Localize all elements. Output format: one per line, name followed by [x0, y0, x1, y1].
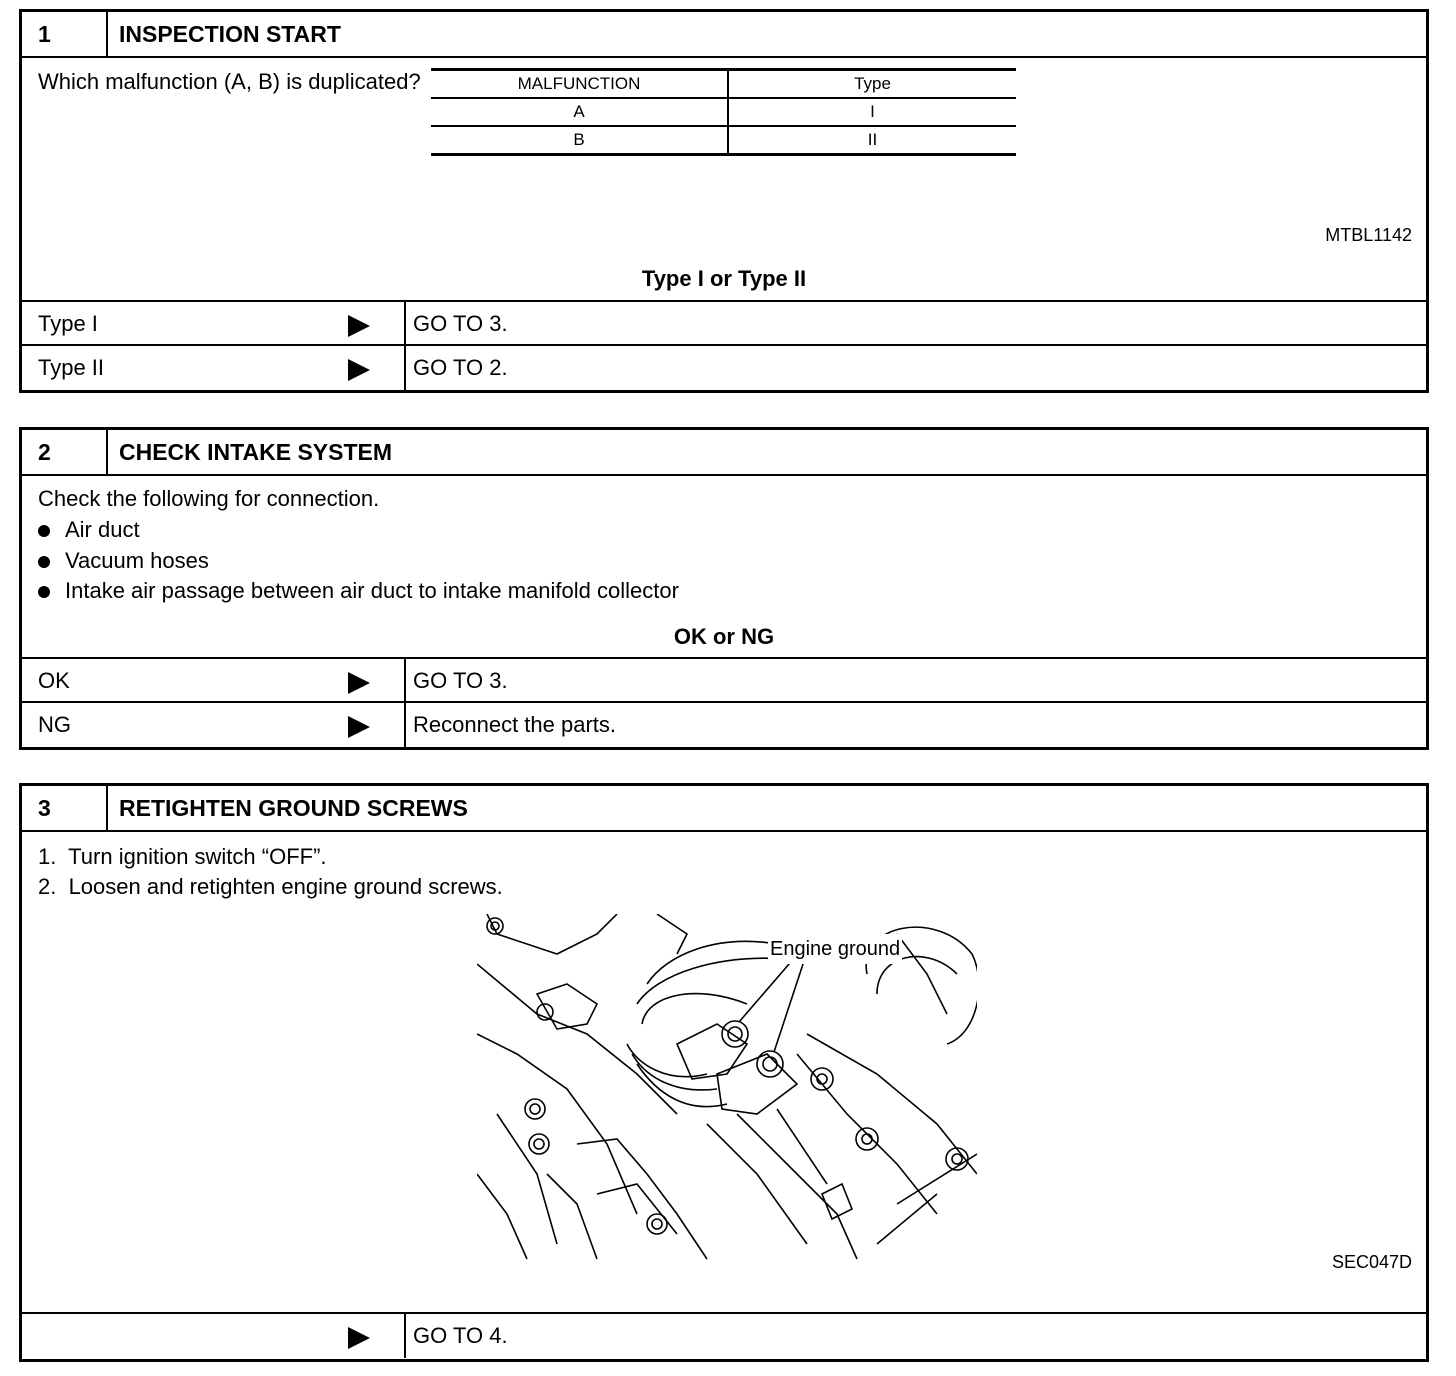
arrow-right-icon — [348, 716, 370, 738]
malfunction-table — [431, 68, 1016, 156]
figure-callout-label: Engine ground — [768, 934, 902, 964]
table-reference-id: MTBL1142 — [1325, 225, 1412, 245]
bullet-icon — [38, 525, 50, 537]
table-cell: II — [728, 126, 1016, 155]
outcome-row — [22, 1312, 1426, 1358]
step-3-box — [19, 783, 1429, 1362]
figure-reference-id: SEC047D — [1331, 1252, 1412, 1272]
outcome-result: GO TO 2. — [404, 346, 508, 390]
table-row — [431, 98, 1016, 126]
outcome-label: Type II — [38, 355, 105, 380]
table-header-cell: MALFUNCTION — [431, 70, 728, 99]
step-1-decision: Type I or Type II — [641, 266, 807, 291]
bullet-item: Intake air passage between air duct to intake manifold collector — [65, 578, 679, 603]
step-2-header — [22, 430, 1426, 476]
step-title: CHECK INTAKE SYSTEM — [119, 439, 393, 465]
step-2-decision: OK or NG — [673, 624, 775, 649]
step-2-intro: Check the following for connection. — [38, 486, 380, 511]
table-row — [431, 126, 1016, 155]
arrow-right-icon — [348, 672, 370, 694]
step-number: 1 — [22, 12, 108, 56]
bullet-icon — [38, 556, 50, 568]
step-2-box — [19, 427, 1429, 750]
outcome-result: GO TO 3. — [404, 659, 508, 703]
arrow-right-icon — [348, 1327, 370, 1349]
outcome-row — [22, 300, 1426, 346]
outcome-label: OK — [38, 668, 70, 693]
step-1-header — [22, 12, 1426, 58]
outcome-label: NG — [38, 712, 71, 737]
arrow-right-icon — [348, 315, 370, 337]
bullet-item: Air duct — [65, 517, 140, 542]
step-1-question: Which malfunction (A, B) is duplicated? — [38, 69, 421, 94]
table-header-row — [431, 70, 1016, 99]
outcome-row — [22, 344, 1426, 390]
table-cell: A — [431, 98, 728, 126]
engine-ground-illustration — [477, 914, 977, 1264]
step-number: 3 — [22, 786, 108, 830]
table-cell: I — [728, 98, 1016, 126]
step-number: 2 — [22, 430, 108, 474]
outcome-result: Reconnect the parts. — [404, 703, 616, 747]
bullet-icon — [38, 586, 50, 598]
outcome-row — [22, 701, 1426, 747]
outcome-label: Type I — [38, 311, 98, 336]
procedure-step: 2. Loosen and retighten engine ground screws. — [38, 874, 503, 899]
step-3-header — [22, 786, 1426, 832]
outcome-row — [22, 657, 1426, 703]
procedure-step: 1. Turn ignition switch “OFF”. — [38, 844, 327, 869]
outcome-result: GO TO 4. — [404, 1314, 508, 1358]
outcome-result: GO TO 3. — [404, 302, 508, 346]
table-header-cell: Type — [728, 70, 1016, 99]
step-title: INSPECTION START — [119, 21, 341, 47]
step-title: RETIGHTEN GROUND SCREWS — [119, 795, 468, 821]
table-cell: B — [431, 126, 728, 155]
step-1-box — [19, 9, 1429, 393]
bullet-item: Vacuum hoses — [65, 548, 209, 573]
arrow-right-icon — [348, 359, 370, 381]
